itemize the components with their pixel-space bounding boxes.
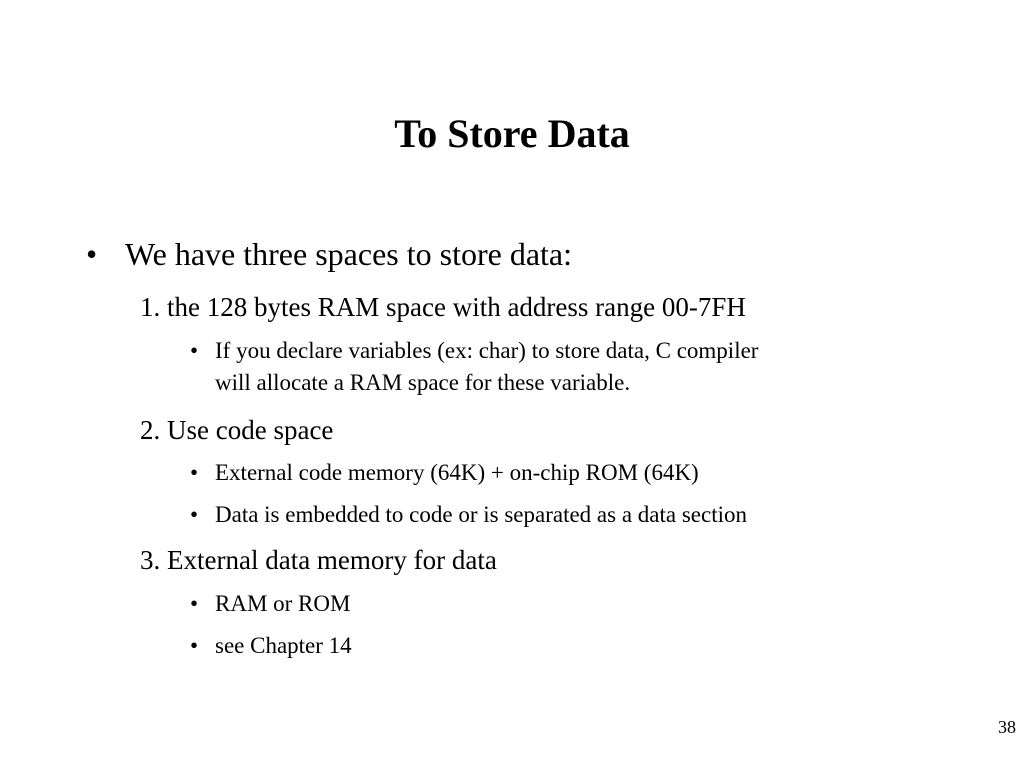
item-2-subpoint-1: External code memory (64K) + on-chip ROM (64K) [215,460,699,485]
bullet-icon: • [190,338,199,363]
bullet-icon: • [190,502,199,527]
bullet-icon: • [86,236,98,272]
bullet-icon: • [190,460,199,485]
item-1-subpoint-1-cont: will allocate a RAM space for these variable. [215,370,631,395]
main-point: We have three spaces to store data: [125,236,572,272]
slide-title: To Store Data [394,111,630,156]
item-2-label: 2. Use code space [140,415,334,445]
item-3-label: 3. External data memory for data [140,545,497,575]
item-3-subpoint-2: see Chapter 14 [215,633,352,658]
item-2-subpoint-2: Data is embedded to code or is separated as a data section [215,502,747,527]
bullet-icon: • [190,633,199,658]
item-1-label: 1. the 128 bytes RAM space with address range 00-7FH [140,292,746,322]
bullet-icon: • [190,591,199,616]
slide-number: 38 [998,717,1016,737]
item-1-subpoint-1: If you declare variables (ex: char) to store data, C compiler [215,338,759,363]
item-3-subpoint-1: RAM or ROM [215,591,351,616]
